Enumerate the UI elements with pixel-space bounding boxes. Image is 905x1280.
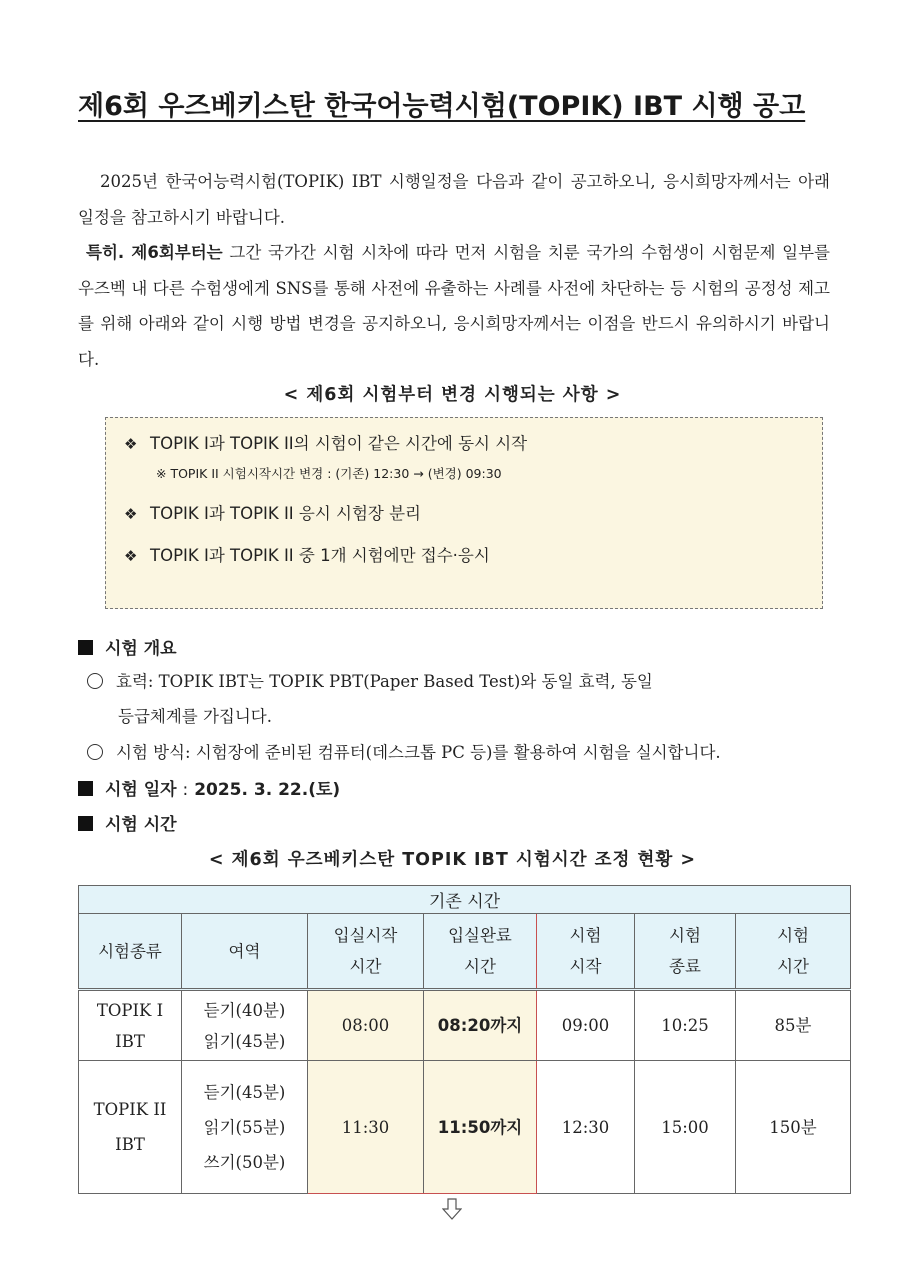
- change-item-1: ❖ TOPIK I과 TOPIK II의 시험이 같은 시간에 동시 시작: [124, 434, 528, 453]
- diamond-bullet-icon: ❖: [124, 547, 138, 565]
- notice-paragraph: [78, 235, 830, 377]
- cell-area: 듣기(40분) 읽기(45분): [182, 990, 308, 1061]
- diamond-bullet-icon: ❖: [124, 505, 138, 523]
- square-bullet-icon: [78, 781, 93, 796]
- table-row: [79, 1061, 851, 1194]
- group-header: 기존 시간: [79, 886, 851, 914]
- header-exam-start: 시험 시작: [537, 914, 635, 990]
- change-item-1-note: ※ TOPIK II 시험시작시간 변경 : (기존) 12:30 → (변경) 09:30: [156, 466, 502, 481]
- down-arrow-icon: [442, 1198, 462, 1220]
- cell-entry-start: 11:30: [308, 1061, 424, 1194]
- change-item-2: ❖ TOPIK I과 TOPIK II 응시 시험장 분리: [124, 504, 421, 523]
- diamond-bullet-icon: ❖: [124, 435, 138, 453]
- cell-entry-end: 08:20까지: [424, 990, 537, 1061]
- header-entry-start: 입실시작 시간: [308, 914, 424, 990]
- overview-effect-cont: 등급체계를 가집니다.: [118, 707, 272, 726]
- table-row: [79, 990, 851, 1061]
- circle-bullet-icon: [87, 673, 103, 689]
- intro-paragraph: 2025년 한국어능력시험(TOPIK) IBT 시행일정을 다음과 같이 공고하오니, 응시희망자께서는 아래 일정을 참고하시기 바랍니다.: [78, 172, 830, 227]
- cell-area: 듣기(45분) 읽기(55분) 쓰기(50분): [182, 1061, 308, 1194]
- exam-time-heading: 시험 시간: [78, 810, 177, 835]
- notice-text: 그간 국가간 시험 시차에 따라 먼저 시험을 치룬 국가의 수험생이 시험문제 일부를 우즈벡 내 다른 수험생에게 SNS를 통해 사전에 유출하는 사례를 사전에 차단하는 등 시험의 공정성 제고를 위해 아래와 같이 시행 방법 변경을 공지하오니, 응시희망자께서는 이점을 반드시 유의하시기 바랍니다.: [78, 243, 830, 369]
- header-duration: 시험 시간: [736, 914, 851, 990]
- header-type: 시험종류: [79, 914, 182, 990]
- changes-box: [105, 417, 823, 609]
- exam-date-value: 2025. 3. 22.(토): [194, 780, 341, 800]
- change-item-3: ❖ TOPIK I과 TOPIK II 중 1개 시험에만 접수·응시: [124, 546, 490, 565]
- header-area: 여역: [182, 914, 308, 990]
- cell-type: TOPIK II IBT: [79, 1061, 182, 1194]
- cell-duration: 150분: [736, 1061, 851, 1194]
- square-bullet-icon: [78, 816, 93, 831]
- exam-schedule-table: [78, 885, 851, 1194]
- cell-exam-start: 09:00: [537, 990, 635, 1061]
- square-bullet-icon: [78, 640, 93, 655]
- page-title: 제6회 우즈베키스탄 한국어능력시험(TOPIK) IBT 시행 공고: [78, 91, 806, 122]
- header-entry-end: 입실완료 시간: [424, 914, 537, 990]
- table-heading: < 제6회 우즈베키스탄 TOPIK IBT 시험시간 조정 현황 >: [208, 850, 697, 870]
- cell-entry-end: 11:50까지: [424, 1061, 537, 1194]
- overview-heading: 시험 개요: [78, 634, 177, 659]
- cell-duration: 85분: [736, 990, 851, 1061]
- header-exam-end: 시험 종료: [635, 914, 736, 990]
- exam-date: 시험 일자 : 2025. 3. 22.(토): [78, 775, 340, 800]
- changes-heading: < 제6회 시험부터 변경 시행되는 사항 >: [283, 385, 622, 405]
- overview-method: 시험 방식: 시험장에 준비된 컴퓨터(데스크톱 PC 등)를 활용하여 시험을 실시합니다.: [87, 739, 721, 763]
- cell-type: TOPIK I IBT: [79, 990, 182, 1061]
- cell-entry-start: 08:00: [308, 990, 424, 1061]
- cell-exam-end: 15:00: [635, 1061, 736, 1194]
- notice-lead: 특히. 제6회부터는: [86, 243, 223, 262]
- circle-bullet-icon: [87, 744, 103, 760]
- cell-exam-end: 10:25: [635, 990, 736, 1061]
- cell-exam-start: 12:30: [537, 1061, 635, 1194]
- overview-effect: 효력: TOPIK IBT는 TOPIK PBT(Paper Based Test)와 동일 효력, 동일: [87, 668, 653, 692]
